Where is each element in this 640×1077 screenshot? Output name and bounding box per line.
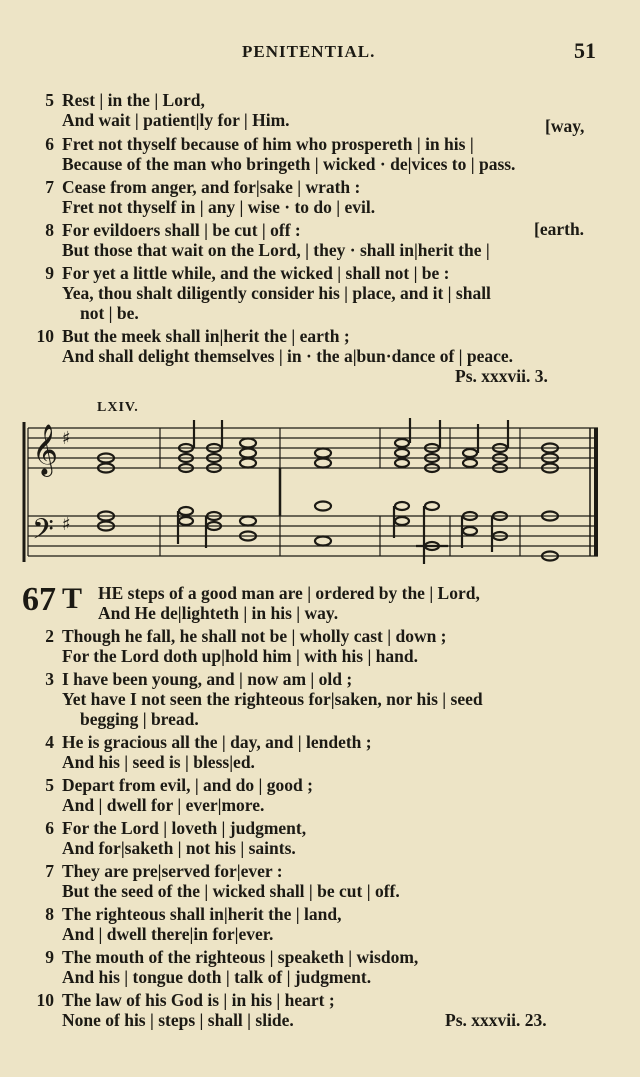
scripture-reference: Ps. xxxvii. 3. — [455, 366, 548, 386]
bass-staff — [28, 516, 598, 556]
treble-staff — [28, 428, 598, 468]
drop-cap: T — [62, 582, 83, 615]
verse-line: For the Lord doth up|hold him | with his | hand. — [62, 646, 418, 666]
verse-number: 9 — [45, 263, 54, 283]
verse-number: 8 — [45, 220, 54, 240]
verse-number: 6 — [45, 818, 54, 838]
chant-number: 67 — [22, 581, 56, 618]
chant-score — [18, 418, 608, 566]
verse-line: And wait | patient|ly for | Him. — [62, 110, 290, 130]
verse-line: Rest | in the | Lord, — [62, 90, 205, 110]
running-head: PENITENTIAL. — [242, 42, 376, 61]
verse-number: 7 — [45, 861, 54, 881]
verse-line: The law of his God is | in his | heart ; — [62, 990, 335, 1010]
verse-line: And | dwell there|in for|ever. — [62, 924, 274, 944]
verse-line: Because of the man who bringeth | wicked · de|vices to | pass. — [62, 154, 516, 174]
verse-number: 6 — [45, 134, 54, 154]
verse-line: But the meek shall in|herit the | earth ; — [62, 326, 350, 346]
verse-line: For yet a little while, and the wicked | shall not | be : — [62, 263, 450, 283]
verse-line: He is gracious all the | day, and | lendeth ; — [62, 732, 372, 752]
verse-line: Fret not thyself because of him who prospereth | in his | — [62, 134, 474, 154]
verse-line: The righteous shall in|herit the | land, — [62, 904, 342, 924]
verse-line: Yea, thou shalt diligently consider his | place, and it | shall — [62, 283, 491, 303]
verse-number: 10 — [36, 326, 54, 346]
verse-number: 7 — [45, 177, 54, 197]
verse-line: But the seed of the | wicked shall | be cut | off. — [62, 881, 400, 901]
verse-line: begging | bread. — [80, 709, 199, 729]
verse-line: And his | tongue doth | talk of | judgment. — [62, 967, 372, 987]
verse-number: 8 — [45, 904, 54, 924]
verse-line: Depart from evil, | and do | good ; — [62, 775, 313, 795]
page-number: 51 — [574, 38, 596, 63]
verse-line: not | be. — [80, 303, 139, 323]
bass-notes — [98, 502, 558, 565]
sharp-icon: ♯ — [62, 428, 71, 449]
treble-clef-icon: 𝄞 — [32, 424, 59, 475]
verse-line: And He de|lighteth | in his | way. — [98, 603, 339, 623]
verse-line: And for|saketh | not his | saints. — [62, 838, 296, 858]
verse-line: Fret not thyself in | any | wise · to do | evil. — [62, 197, 376, 217]
verse-line: Yet have I not seen the righteous for|saken, nor his | seed — [62, 689, 483, 709]
verse-number: 9 — [45, 947, 54, 967]
verse-line: They are pre|served for|ever : — [62, 861, 283, 881]
barlines — [160, 428, 596, 556]
verse-line: Though he fall, he shall not be | wholly cast | down ; — [62, 626, 447, 646]
verse-line: And shall delight themselves | in · the a|bun·dance of | peace. — [62, 346, 514, 366]
turnover-word: [earth. — [534, 219, 585, 239]
verse-line: And his | seed is | bless|ed. — [62, 752, 255, 772]
verse-number: 3 — [45, 669, 54, 689]
tune-label: LXIV. — [97, 400, 139, 415]
bass-clef-icon: 𝄢 — [32, 513, 54, 553]
verse-line: For the Lord | loveth | judgment, — [62, 818, 307, 838]
scripture-reference: Ps. xxxvii. 23. — [445, 1010, 547, 1030]
verse-number: 4 — [45, 732, 54, 752]
verse-line: I have been young, and | now am | old ; — [62, 669, 353, 689]
turnover-word: [way, — [545, 116, 585, 136]
verse-number: 5 — [45, 90, 54, 110]
verse-line: Cease from anger, and for|sake | wrath : — [62, 177, 361, 197]
treble-notes — [98, 418, 558, 473]
verse-line: For evildoers shall | be cut | off : — [62, 220, 301, 240]
verse-line: HE steps of a good man are | ordered by the | Lord, — [98, 583, 480, 603]
verse-line: But those that wait on the Lord, | they · shall in|herit the | — [62, 240, 490, 260]
verse-number: 2 — [45, 626, 54, 646]
verse-line: None of his | steps | shall | slide. — [62, 1010, 294, 1030]
verse-line: The mouth of the righteous | speaketh | wisdom, — [62, 947, 419, 967]
verse-line: And | dwell for | ever|more. — [62, 795, 265, 815]
verse-number: 10 — [36, 990, 54, 1010]
verse-number: 5 — [45, 775, 54, 795]
sharp-icon: ♯ — [62, 514, 71, 535]
